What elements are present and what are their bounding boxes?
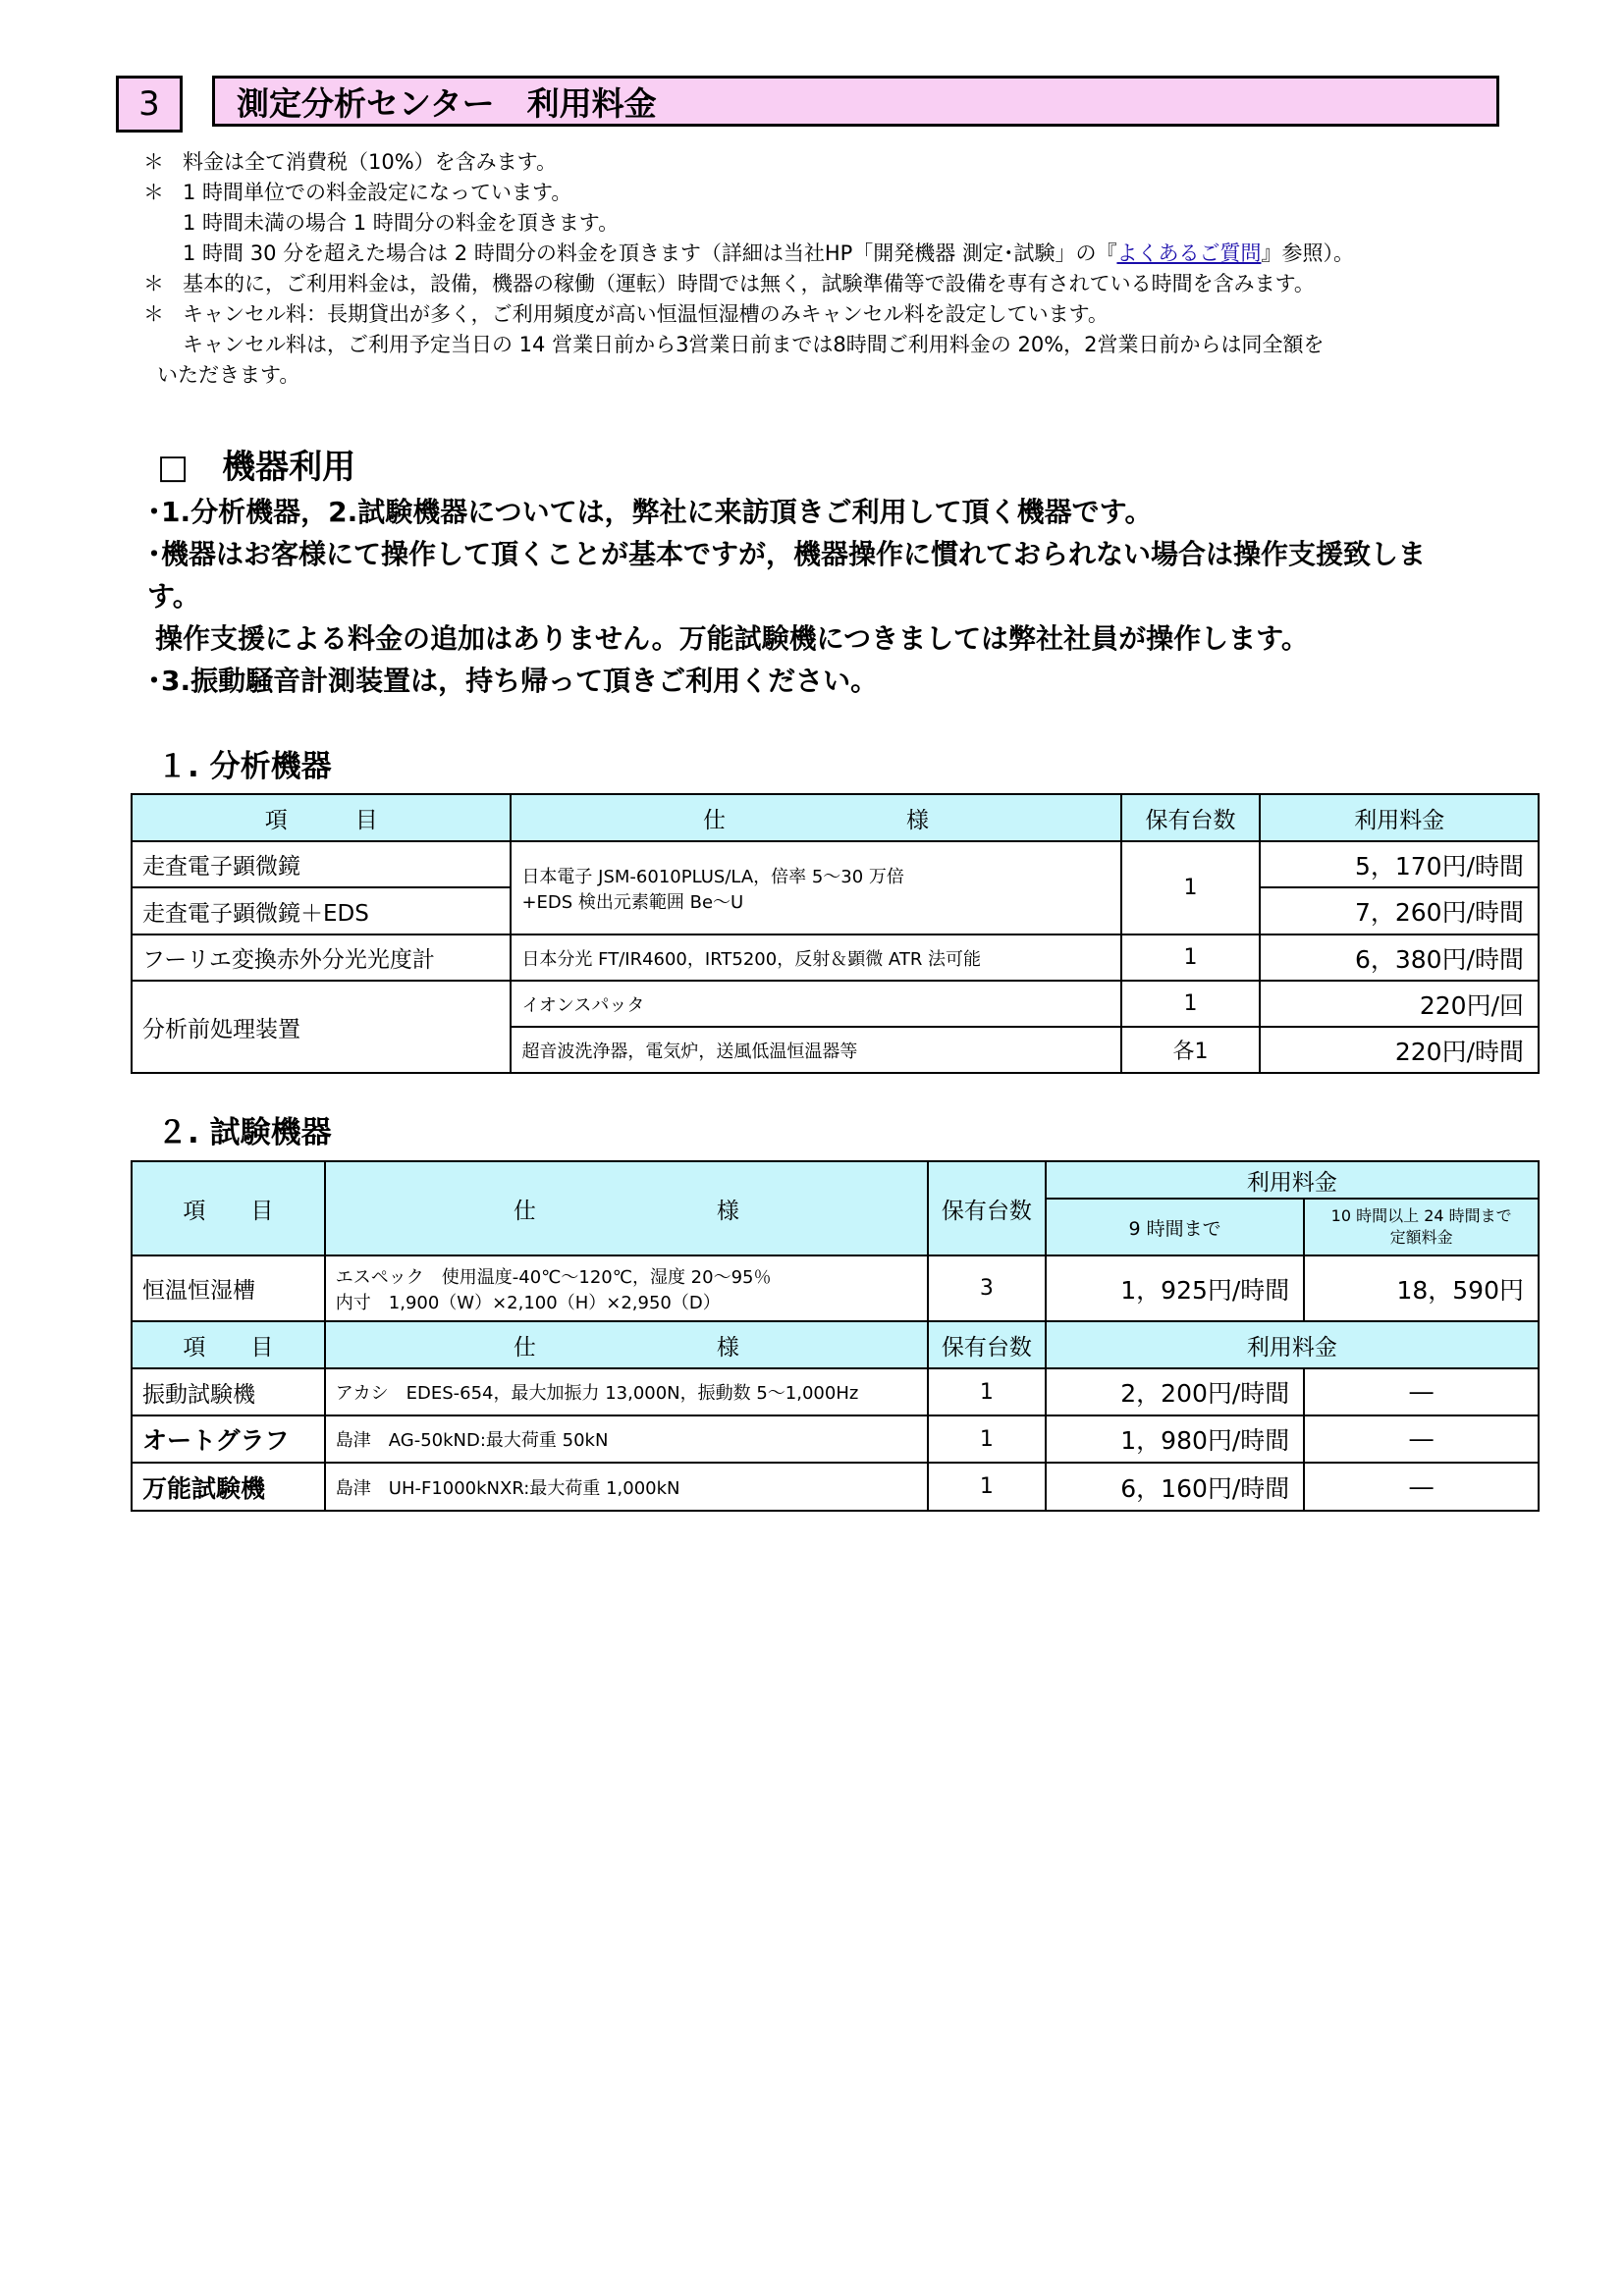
col-fee: 利用料金 [1046, 1321, 1539, 1368]
fee-value: 6，160円/時間 [1046, 1463, 1305, 1511]
note-mark: ＊ [143, 272, 164, 295]
col-fee-9h: 9 時間まで [1046, 1199, 1305, 1255]
fee-value: 1，980円/時間 [1046, 1415, 1305, 1463]
test-table [131, 1160, 1540, 1512]
fee-none: ― [1304, 1415, 1539, 1463]
notes [143, 147, 1518, 391]
usage-line: ･機器はお客様にて操作して頂くことが基本ですが，機器操作に慣れておられない場合は操作支援致しま [147, 538, 1427, 570]
table-row-item: オートグラフ [132, 1415, 325, 1463]
col-fee: 利用料金 [1260, 794, 1539, 841]
table-row-item: フーリエ変換赤外分光光度計 [132, 934, 511, 981]
table-row-item: 分析前処理装置 [132, 981, 511, 1073]
faq-link[interactable]: よくあるご質問 [1116, 241, 1262, 265]
note-mark: ＊ [143, 181, 164, 204]
spec-value: 島津 UH-F1000kNXR:最大荷重 1,000kN [325, 1463, 928, 1511]
count-value: 1 [928, 1368, 1046, 1415]
analysis-table [131, 793, 1540, 1074]
fee-none: ― [1304, 1368, 1539, 1415]
col-spec: 仕 様 [325, 1321, 928, 1368]
col-item: 項 目 [132, 1321, 325, 1368]
note-over-30: 1 時間 30 分を超えた場合は 2 時間分の料金を頂きます（詳細は当社HP「開発機器 測定･試験」の『よくあるご質問』参照）。 [183, 241, 1354, 265]
note-cancel-detail-wrap: いただきます。 [157, 363, 300, 387]
fee-value: 6，380円/時間 [1260, 934, 1539, 981]
count-value: 1 [1121, 981, 1261, 1027]
fee-none: ― [1304, 1463, 1539, 1511]
table-row-item: 万能試験機 [132, 1463, 325, 1511]
col-spec: 仕 様 [511, 794, 1120, 841]
fee-value: 7，260円/時間 [1260, 887, 1539, 934]
section-header [116, 76, 1502, 131]
note-tax: ＊ 料金は全て消費税（10%）を含みます。 [143, 147, 1518, 178]
fee-value: 18，590円 [1304, 1255, 1539, 1321]
usage-line: ･3.振動騒音計測装置は，持ち帰って頂きご利用ください。 [147, 665, 879, 697]
count-value: 1 [928, 1415, 1046, 1463]
note-cancel-detail: キャンセル料は，ご利用予定当日の 14 営業日前から3営業日前までは8時間ご利用料金の 20%，2営業日前からは同全額を [183, 333, 1325, 356]
analysis-heading: １. 分析機器 [157, 749, 332, 784]
spec-value: エスペック 使用温度-40℃～120℃，湿度 20～95％ 内寸 1,900（W）×2,100（H）×2,950（D） [325, 1255, 928, 1321]
table-row-item: 振動試験機 [132, 1368, 325, 1415]
fee-value: 1，925円/時間 [1046, 1255, 1305, 1321]
col-item: 項 目 [132, 794, 511, 841]
table-row-item: 走査電子顕微鏡＋EDS [132, 887, 511, 934]
col-fee-24h: 10 時間以上 24 時間まで 定額料金 [1304, 1199, 1539, 1255]
section-number: 3 [116, 76, 183, 133]
usage-line: 操作支援による料金の追加はありません。万能試験機につきましては弊社社員が操作します。 [155, 622, 1309, 655]
note-basic: ＊ 基本的に，ご利用料金は，設備，機器の稼働（運転）時間では無く，試験準備等で設備を専有されている時間を含みます。 [143, 269, 1518, 299]
note-unit: ＊ 1 時間単位での料金設定になっています。 [143, 178, 1518, 208]
count-value: 3 [928, 1255, 1046, 1321]
spec-value: 日本分光 FT/IR4600，IRT5200，反射＆顕微 ATR 法可能 [511, 934, 1120, 981]
count-value: 各1 [1121, 1027, 1261, 1073]
note-mark: ＊ [143, 150, 164, 174]
note-under-hour: 1 時間未満の場合 1 時間分の料金を頂きます。 [183, 211, 620, 235]
col-count: 保有台数 [1121, 794, 1261, 841]
col-spec: 仕 様 [325, 1161, 928, 1255]
page-title: 測定分析センター 利用料金 [212, 76, 1499, 127]
usage-line: す。 [147, 580, 200, 613]
usage-heading: □ 機器利用 [157, 448, 356, 487]
spec-value: 超音波洗浄器，電気炉，送風低温恒温器等 [511, 1027, 1120, 1073]
col-item: 項 目 [132, 1161, 325, 1255]
test-heading: ２. 試験機器 [157, 1115, 332, 1150]
count-value: 1 [928, 1463, 1046, 1511]
col-count: 保有台数 [928, 1321, 1046, 1368]
fee-value: 5，170円/時間 [1260, 841, 1539, 887]
spec-value: 島津 AG-50kND:最大荷重 50kN [325, 1415, 928, 1463]
note-mark: ＊ [143, 302, 164, 326]
usage-line: ･1.分析機器，2.試験機器については，弊社に来訪頂きご利用して頂く機器です。 [147, 496, 1153, 528]
spec-value: アカシ EDES-654，最大加振力 13,000N，振動数 5～1,000Hz [325, 1368, 928, 1415]
sem-spec: 日本電子 JSM-6010PLUS/LA，倍率 5～30 万倍 +EDS 検出元素範囲 Be～U [511, 841, 1120, 934]
fee-value: 220円/時間 [1260, 1027, 1539, 1073]
sem-count: 1 [1121, 841, 1261, 934]
spec-value: イオンスパッタ [511, 981, 1120, 1027]
table-row-item: 恒温恒湿槽 [132, 1255, 325, 1321]
usage-text [147, 491, 1483, 702]
note-cancel: ＊ キャンセル料：長期貸出が多く，ご利用頻度が高い恒温恒湿槽のみキャンセル料を設定しています。 [143, 299, 1518, 330]
count-value: 1 [1121, 934, 1261, 981]
table-row-item: 走査電子顕微鏡 [132, 841, 511, 887]
col-count: 保有台数 [928, 1161, 1046, 1255]
fee-value: 220円/回 [1260, 981, 1539, 1027]
fee-value: 2，200円/時間 [1046, 1368, 1305, 1415]
col-fee: 利用料金 [1046, 1161, 1539, 1199]
